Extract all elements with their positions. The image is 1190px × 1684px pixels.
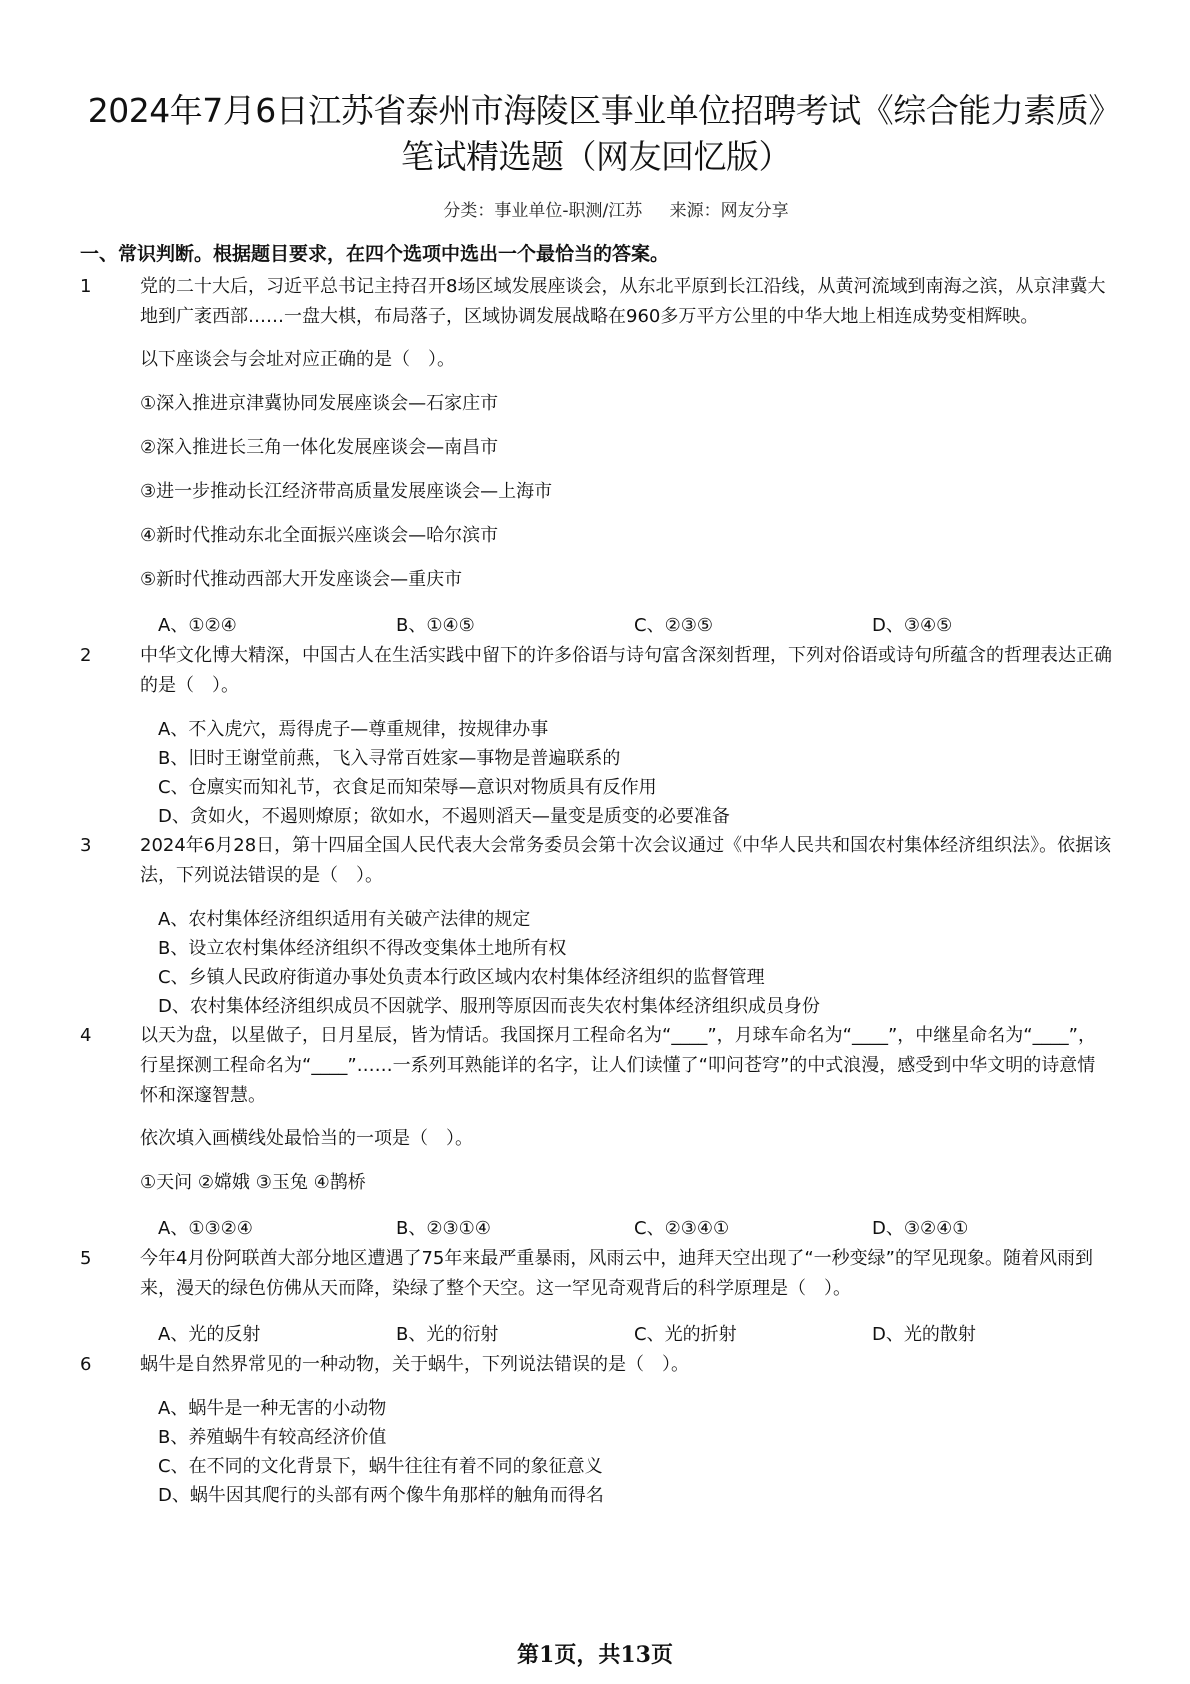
source-label: 来源：网友分享: [669, 201, 789, 221]
statement-item: ②深入推进长三角一体化发展座谈会—南昌市: [140, 437, 499, 458]
document-title: 2024年7月6日江苏省泰州市海陵区事业单位招聘考试《综合能力素质》笔试精选题（网友回忆版）: [87, 91, 1105, 176]
question-number: 5: [80, 1248, 92, 1269]
option-c[interactable]: C、②③④①: [634, 1218, 730, 1239]
option-d[interactable]: D、农村集体经济组织成员不因就学、服刑等原因而丧失农村集体经济组织成员身份: [158, 996, 820, 1017]
option-a[interactable]: A、农村集体经济组织适用有关破产法律的规定: [158, 909, 531, 930]
option-b[interactable]: B、①④⑤: [396, 615, 475, 636]
question-text: 2024年6月28日，第十四届全国人民代表大会常务委员会第十次会议通过《中华人民共和国农村集体经济组织法》。依据该法，下列说法错误的是（ ）。: [140, 835, 1112, 886]
question-text: 蜗牛是自然界常见的一种动物，关于蜗牛，下列说法错误的是（ ）。: [140, 1354, 689, 1375]
option-c[interactable]: C、乡镇人民政府街道办事处负责本行政区域内农村集体经济组织的监督管理: [158, 967, 765, 988]
option-d[interactable]: D、蜗牛因其爬行的头部有两个像牛角那样的触角而得名: [158, 1485, 604, 1506]
option-a[interactable]: A、光的反射: [158, 1324, 261, 1345]
question-prompt: 以下座谈会与会址对应正确的是（ ）。: [140, 349, 455, 370]
option-a[interactable]: A、不入虎穴，焉得虎子—尊重规律，按规律办事: [158, 719, 549, 740]
question-number: 3: [80, 835, 92, 856]
page-number: 第1页，共13页: [517, 1642, 673, 1668]
document-meta: [80, 196, 1112, 221]
option-b[interactable]: B、设立农村集体经济组织不得改变集体土地所有权: [158, 938, 567, 959]
question-text: 今年4月份阿联酋大部分地区遭遇了75年来最严重暴雨，风雨云中，迪拜天空出现了“一秒变绿”的罕见现象。随着风雨到来，漫天的绿色仿佛从天而降，染绿了整个天空。这一罕见奇观背后的科学原理是（ ）。: [140, 1248, 1094, 1299]
option-d[interactable]: D、光的散射: [872, 1324, 976, 1345]
answer-options: [140, 1320, 1112, 1350]
statement-item: ①深入推进京津冀协同发展座谈会—石家庄市: [140, 393, 499, 414]
answer-options: [140, 1394, 1112, 1510]
question-number: 2: [80, 645, 92, 666]
option-d[interactable]: D、贪如火，不遏则燎原；欲如水，不遏则滔天—量变是质变的必要准备: [158, 806, 730, 827]
statement-item: ⑤新时代推动西部大开发座谈会—重庆市: [140, 569, 463, 590]
question-1: [80, 272, 1112, 641]
option-b[interactable]: B、养殖蜗牛有较高经济价值: [158, 1427, 387, 1448]
option-d[interactable]: D、③④⑤: [872, 615, 953, 636]
answer-options: [140, 1214, 1112, 1244]
category-label: 分类：事业单位-职测/江苏: [443, 201, 643, 221]
answer-options: [140, 611, 1112, 641]
statement-item: ④新时代推动东北全面振兴座谈会—哈尔滨市: [140, 525, 499, 546]
question-number: 1: [80, 276, 92, 297]
question-4: [80, 1021, 1112, 1244]
option-d[interactable]: D、③②④①: [872, 1218, 969, 1239]
statement-item: ③进一步推动长江经济带高质量发展座谈会—上海市: [140, 481, 553, 502]
option-c[interactable]: C、②③⑤: [634, 615, 713, 636]
question-text: 中华文化博大精深，中国古人在生活实践中留下的许多俗语与诗句富含深刻哲理，下列对俗语或诗句所蕴含的哲理表达正确的是（ ）。: [140, 645, 1112, 696]
section-heading: 一、常识判断。根据题目要求，在四个选项中选出一个最恰当的答案。: [80, 243, 670, 265]
answer-options: [140, 905, 1112, 1021]
option-b[interactable]: B、②③①④: [396, 1218, 491, 1239]
option-c[interactable]: C、在不同的文化背景下，蜗牛往往有着不同的象征意义: [158, 1456, 603, 1477]
question-text: 以天为盘，以星做子，日月星辰，皆为情话。我国探月工程命名为“____”，月球车命名为“____”，中继星命名为“____”，行星探测工程命名为“____”……一系列耳熟能详的名字，让人们读懂了“叩问苍穹”的中式浪漫，感受到中华文明的诗意情怀和深邃智慧。: [140, 1025, 1096, 1106]
option-b[interactable]: B、旧时王谢堂前燕，飞入寻常百姓家—事物是普遍联系的: [158, 748, 621, 769]
question-3: [80, 831, 1112, 1021]
option-a[interactable]: A、蜗牛是一种无害的小动物: [158, 1398, 387, 1419]
option-c[interactable]: C、光的折射: [634, 1324, 737, 1345]
statement-item: ①天问 ②嫦娥 ③玉兔 ④鹊桥: [140, 1172, 366, 1193]
answer-options: [140, 715, 1112, 831]
option-a[interactable]: A、①②④: [158, 615, 237, 636]
question-number: 6: [80, 1354, 92, 1375]
question-number: 4: [80, 1025, 92, 1046]
question-6: [80, 1350, 1112, 1510]
question-text: 党的二十大后，习近平总书记主持召开8场区域发展座谈会，从东北平原到长江沿线，从黄河流域到南海之滨，从京津冀大地到广袤西部……一盘大棋，布局落子，区域协调发展战略在960多万平方公里的中华大地上相连成势变相辉映。: [140, 276, 1106, 327]
question-5: [80, 1244, 1112, 1350]
option-a[interactable]: A、①③②④: [158, 1218, 253, 1239]
option-b[interactable]: B、光的衍射: [396, 1324, 499, 1345]
question-2: [80, 641, 1112, 831]
option-c[interactable]: C、仓廪实而知礼节，衣食足而知荣辱—意识对物质具有反作用: [158, 777, 657, 798]
question-prompt: 依次填入画横线处最恰当的一项是（ ）。: [140, 1128, 473, 1149]
